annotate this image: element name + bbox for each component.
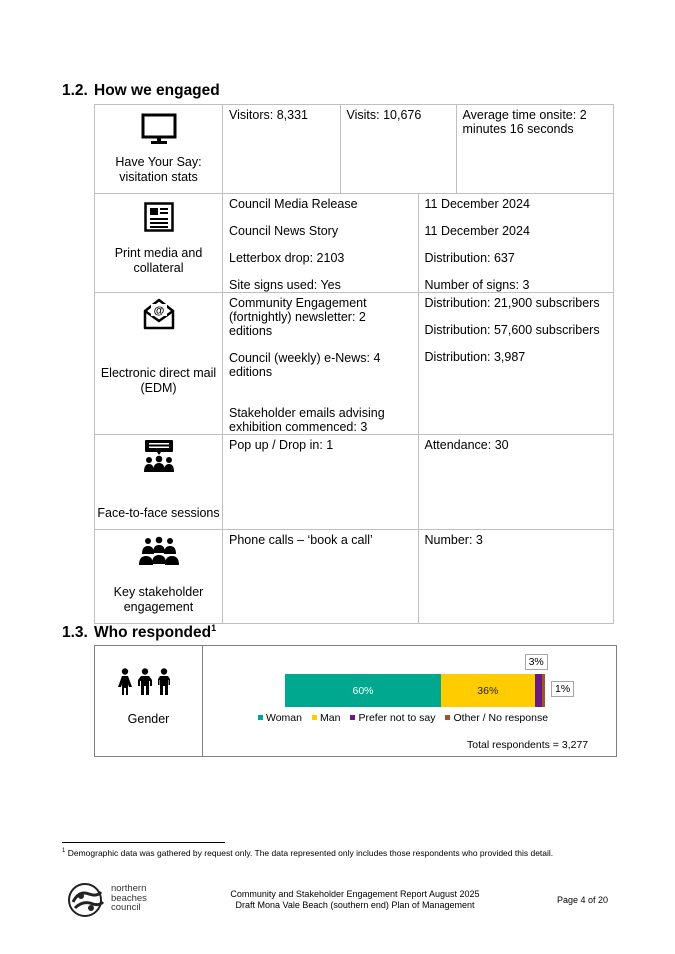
section-number: 1.2. bbox=[62, 82, 88, 99]
gender-box-divider bbox=[202, 646, 203, 756]
channel-cell bbox=[223, 530, 419, 624]
legend-swatch bbox=[445, 715, 450, 720]
legend-label: Other / No response bbox=[453, 712, 549, 724]
brand-line: council bbox=[111, 902, 141, 913]
category-cell bbox=[95, 435, 223, 530]
man-icon-two bbox=[157, 668, 171, 696]
bar-segment-woman: 60% bbox=[285, 674, 441, 707]
detail-item: Distribution: 21,900 subscribers bbox=[424, 296, 600, 310]
table-row bbox=[95, 293, 614, 435]
category-cell bbox=[95, 194, 223, 293]
channel-item: Council News Story bbox=[229, 224, 339, 238]
council-logo bbox=[67, 882, 109, 921]
detail-item: Distribution: 3,987 bbox=[424, 350, 526, 364]
footnote-rule bbox=[62, 842, 225, 843]
detail-item: 11 December 2024 bbox=[424, 197, 530, 211]
table-row bbox=[95, 435, 614, 530]
channel-cell bbox=[223, 293, 419, 435]
detail-item: Number of signs: 3 bbox=[424, 278, 530, 292]
email-envelope-icon bbox=[142, 297, 176, 331]
section-heading-engaged bbox=[62, 82, 220, 100]
channel-item: Council (weekly) e-News: 4 editions bbox=[229, 351, 381, 379]
channel-cell bbox=[223, 435, 419, 530]
detail-cell bbox=[418, 293, 614, 435]
visitors-value: Visitors: 8,331 bbox=[223, 105, 340, 193]
brand-line: northern bbox=[111, 883, 147, 894]
footnote-ref: 1 bbox=[211, 623, 217, 633]
channel-item: Pop up / Drop in: 1 bbox=[229, 438, 334, 452]
legend-swatch bbox=[350, 715, 355, 720]
data-label-callout: 3% bbox=[525, 654, 548, 670]
detail-cell bbox=[418, 530, 614, 624]
section-title: Who responded bbox=[94, 624, 212, 642]
detail-item: 11 December 2024 bbox=[424, 224, 530, 238]
footnote-mark: 1 bbox=[62, 848, 66, 855]
presentation-group-icon bbox=[141, 439, 177, 475]
category-label: Print media and collateral bbox=[114, 246, 203, 275]
footer-title bbox=[200, 889, 510, 911]
brand-text bbox=[111, 884, 147, 913]
bar-segment-other-no-response bbox=[542, 674, 545, 707]
detail-item: Distribution: 637 bbox=[424, 251, 515, 265]
channel-item: Site signs used: Yes bbox=[229, 278, 341, 292]
man-icon-one bbox=[137, 668, 153, 696]
avg-time-value: Average time onsite: 2 minutes 16 seconds bbox=[462, 108, 587, 136]
legend-swatch bbox=[312, 715, 317, 720]
detail-cell bbox=[418, 194, 614, 293]
category-label: Have Your Say: visitation stats bbox=[115, 155, 202, 184]
newspaper-icon bbox=[144, 202, 174, 232]
channel-item: Stakeholder emails advising exhibition commenced: 3 bbox=[229, 406, 385, 434]
gender-icons bbox=[117, 668, 171, 696]
monitor-icon bbox=[141, 113, 177, 145]
channel-cell bbox=[223, 194, 419, 293]
channel-item: Letterbox drop: 2103 bbox=[229, 251, 345, 265]
page-number: Page 4 of 20 bbox=[557, 895, 609, 905]
legend-label: Woman bbox=[266, 712, 302, 724]
detail-item: Distribution: 57,600 subscribers bbox=[424, 323, 600, 337]
table-row bbox=[95, 194, 614, 293]
footer-line: Community and Stakeholder Engagement Report August 2025 bbox=[230, 889, 480, 899]
bar-segment-man: 36% bbox=[441, 674, 535, 707]
council-logo-icon bbox=[67, 882, 109, 918]
category-cell bbox=[95, 105, 223, 194]
legend-item-man bbox=[312, 712, 340, 724]
group-people-icon bbox=[139, 536, 179, 566]
category-label: Electronic direct mail (EDM) bbox=[100, 366, 217, 395]
footnote bbox=[62, 848, 553, 858]
channel-item: Community Engagement (fortnightly) newsletter: 2 editions bbox=[229, 296, 367, 338]
category-label: Key stakeholder engagement bbox=[113, 585, 204, 614]
detail-item: Attendance: 30 bbox=[424, 438, 509, 452]
engagement-table bbox=[94, 104, 614, 624]
data-label-callout: 1% bbox=[551, 681, 574, 697]
legend-swatch bbox=[258, 715, 263, 720]
gender-label: Gender bbox=[127, 712, 170, 726]
legend-item-prefer-not bbox=[350, 712, 435, 724]
woman-icon bbox=[117, 668, 133, 696]
category-label: Face-to-face sessions bbox=[97, 506, 220, 520]
svg-text:@: @ bbox=[153, 305, 164, 317]
bar-segment-prefer-not-to-say bbox=[535, 674, 543, 707]
legend-label: Prefer not to say bbox=[358, 712, 436, 724]
section-title: How we engaged bbox=[94, 82, 220, 99]
legend-item-other bbox=[445, 712, 548, 724]
footnote-text: Demographic data was gathered by request only. The data represented only includes those respondents who provided this detail. bbox=[67, 848, 554, 858]
stats-cell bbox=[223, 105, 614, 194]
table-row bbox=[95, 105, 614, 194]
table-row bbox=[95, 530, 614, 624]
legend-label: Man bbox=[320, 712, 341, 724]
channel-item: Phone calls – ‘book a call’ bbox=[229, 533, 373, 547]
legend-item-woman bbox=[258, 712, 302, 724]
chart-legend bbox=[258, 712, 548, 724]
gender-chart-box bbox=[94, 645, 617, 757]
total-respondents: Total respondents = 3,277 bbox=[467, 739, 589, 751]
category-cell bbox=[95, 530, 223, 624]
footer-line: Draft Mona Vale Beach (southern end) Plan of Management bbox=[235, 900, 475, 910]
detail-cell bbox=[418, 435, 614, 530]
channel-item: Council Media Release bbox=[229, 197, 358, 211]
detail-item: Number: 3 bbox=[424, 533, 483, 547]
visits-value: Visits: 10,676 bbox=[340, 105, 456, 193]
section-heading-responded bbox=[62, 623, 216, 642]
brand-line: beaches bbox=[111, 892, 147, 904]
category-cell bbox=[95, 293, 223, 435]
section-number: 1.3. bbox=[62, 624, 88, 642]
